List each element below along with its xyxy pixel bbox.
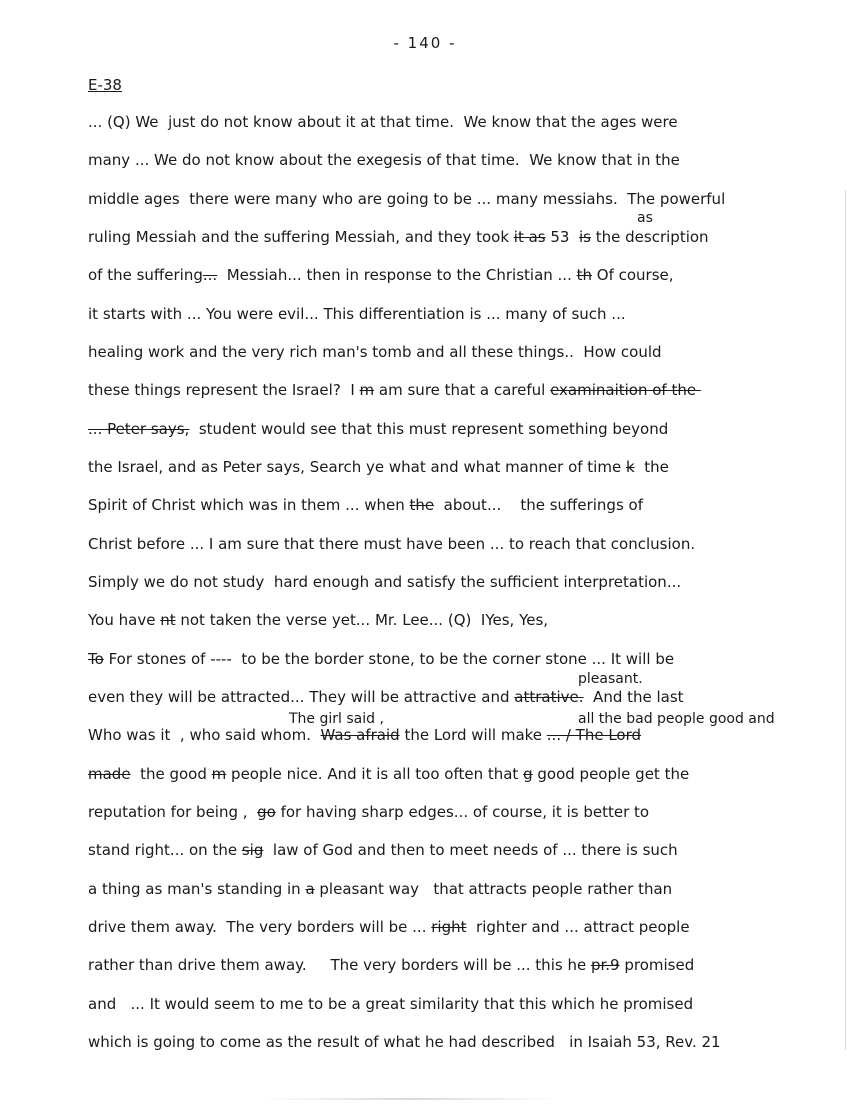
struck-text: m — [211, 765, 227, 783]
struck-text: ... / The Lord — [546, 726, 642, 744]
text-segment: ruling Messiah and the suffering Messiah, and they took — [88, 228, 514, 246]
scan-smudge — [260, 1098, 560, 1100]
struck-text: g — [523, 765, 533, 783]
text-line — [88, 573, 681, 591]
text-segment: Simply we do not study hard enough and satisfy the sufficient interpretation... — [88, 573, 682, 591]
struck-text: k — [625, 458, 635, 476]
text-segment: the Lord will make — [399, 726, 547, 744]
text-segment: student would see that this must represent something beyond — [189, 420, 669, 438]
struck-text: To — [88, 650, 104, 668]
text-line — [88, 266, 674, 284]
text-segment: righter and ... attract people — [466, 918, 690, 936]
text-segment: not taken the verse yet... Mr. Lee... (Q) IYes, Yes, — [175, 611, 549, 629]
text-segment: it starts with ... You were evil... This differentiation is ... many of such ... — [88, 305, 626, 323]
text-line — [88, 420, 668, 438]
text-segment: the — [634, 458, 669, 476]
text-segment: Spirit of Christ which was in them ... when — [88, 496, 410, 514]
text-segment: promised — [619, 956, 695, 974]
struck-text: examinaition of the — [550, 381, 701, 399]
text-line — [88, 535, 695, 553]
struck-text: attrative. — [514, 688, 584, 706]
struck-text: Was afraid — [320, 726, 400, 744]
struck-text: m — [359, 381, 375, 399]
struck-text: ... — [202, 266, 218, 284]
text-line — [88, 918, 690, 936]
text-segment: the Israel, and as Peter says, Search ye what and what manner of time — [88, 458, 626, 476]
text-line — [88, 305, 626, 323]
text-line — [88, 458, 669, 476]
page-edge-shadow — [845, 190, 846, 1050]
text-segment: of the suffering — [88, 266, 203, 284]
struck-text: made — [88, 765, 131, 783]
text-line — [88, 726, 641, 744]
text-line — [88, 803, 649, 821]
text-segment: the description — [591, 228, 709, 246]
text-segment: good people get the — [532, 765, 690, 783]
text-line — [88, 190, 725, 208]
text-segment: the good — [130, 765, 212, 783]
text-line — [88, 611, 548, 629]
text-line — [88, 496, 643, 514]
text-segment: these things represent the Israel? I — [88, 381, 360, 399]
text-line — [88, 841, 678, 859]
struck-text: is — [579, 228, 591, 246]
text-segment: For stones of ---- to be the border stone, to be the corner stone ... It will be — [103, 650, 675, 668]
text-segment: 53 — [545, 228, 580, 246]
text-segment: pleasant way that attracts people rather than — [314, 880, 673, 898]
text-line — [88, 688, 684, 706]
text-segment: a thing as man's standing in — [88, 880, 306, 898]
text-segment: many ... We do not know about the exegesis of that time. We know that in the — [88, 151, 680, 169]
text-line — [88, 650, 674, 668]
struck-text: it as — [513, 228, 546, 246]
text-segment: Christ before ... I am sure that there must have been ... to reach that conclusion. — [88, 535, 696, 553]
section-label: E-38 — [88, 76, 122, 94]
text-segment: about... the sufferings of — [434, 496, 643, 514]
text-segment: people nice. And it is all too often that — [226, 765, 524, 783]
struck-text: nt — [160, 611, 176, 629]
text-segment: even they will be attracted... They will be attractive and — [88, 688, 515, 706]
text-segment: stand right... on the — [88, 841, 242, 859]
text-segment: which is going to come as the result of what he had described in Isaiah 53, Rev. 21 — [88, 1033, 721, 1051]
struck-text: th — [576, 266, 592, 284]
text-line — [88, 880, 672, 898]
struck-text: the — [409, 496, 435, 514]
text-line — [88, 1033, 721, 1051]
page-number: - 140 - — [393, 34, 457, 52]
text-segment: Messiah... then in response to the Christian ... — [217, 266, 577, 284]
text-line — [88, 381, 701, 399]
interlinear-note-girl-said: The girl said , — [289, 711, 384, 727]
text-line — [88, 343, 662, 361]
text-segment: And the last — [583, 688, 684, 706]
text-segment: am sure that a careful — [374, 381, 551, 399]
text-segment: for having sharp edges... of course, it is better to — [275, 803, 650, 821]
text-segment: Who was it , who said whom. — [88, 726, 321, 744]
text-segment: middle ages there were many who are going to be ... many messiahs. The powerful — [88, 190, 726, 208]
struck-text: go — [257, 803, 276, 821]
text-line — [88, 113, 678, 131]
text-line — [88, 956, 694, 974]
interlinear-note-pleasant: pleasant. — [578, 671, 643, 687]
struck-text: pr.9 — [590, 956, 620, 974]
text-segment: drive them away. The very borders will be ... — [88, 918, 432, 936]
text-line — [88, 995, 693, 1013]
text-segment: You have — [88, 611, 161, 629]
interlinear-note-bad-people: all the bad people good and — [578, 711, 775, 727]
struck-text: right — [431, 918, 467, 936]
struck-text: a — [305, 880, 315, 898]
text-segment: Of course, — [592, 266, 674, 284]
struck-text: sig — [241, 841, 264, 859]
text-line — [88, 151, 680, 169]
text-segment: and ... It would seem to me to be a great similarity that this which he promised — [88, 995, 694, 1013]
text-segment: healing work and the very rich man's tomb and all these things.. How could — [88, 343, 662, 361]
text-segment: law of God and then to meet needs of ... there is such — [263, 841, 678, 859]
text-segment: ... (Q) We just do not know about it at that time. We know that the ages were — [88, 113, 678, 131]
interlinear-note-as: as — [637, 210, 653, 226]
text-line — [88, 228, 709, 246]
text-segment: reputation for being , — [88, 803, 258, 821]
text-line — [88, 765, 689, 783]
text-segment: rather than drive them away. The very borders will be ... this he — [88, 956, 591, 974]
struck-text: ... Peter says, — [88, 420, 190, 438]
